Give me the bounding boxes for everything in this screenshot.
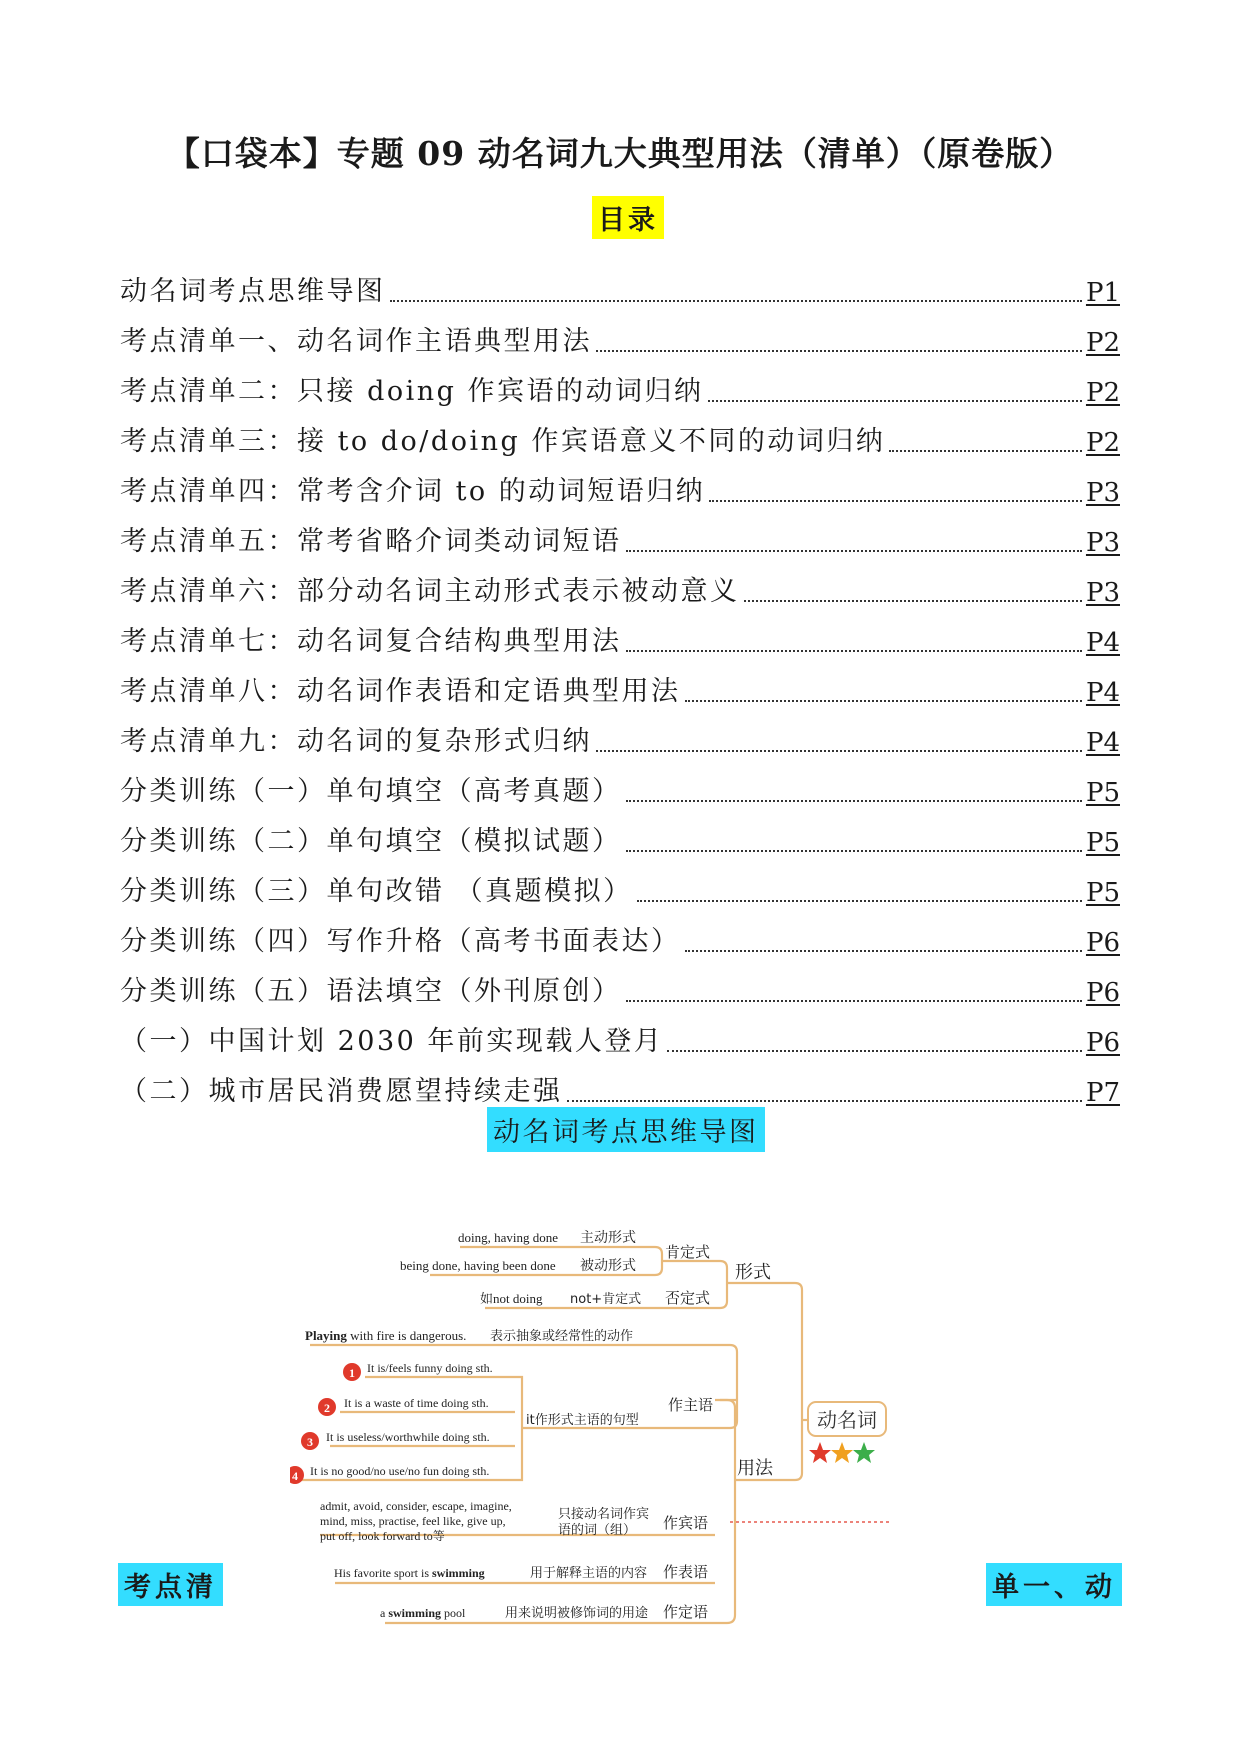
toc-leader [626,549,1082,552]
passive-form-label: 被动形式 [580,1258,636,1274]
predicative-desc: 用于解释主语的内容 [530,1566,648,1581]
attributive-example [380,1606,466,1620]
toc-item-label: 分类训练（五）语法填空（外刊原创） [120,976,622,1007]
badge-2-num: 2 [324,1401,330,1415]
toc-item-label: 分类训练（一）单句填空（高考真题） [120,776,622,807]
toc-item-page[interactable]: P2 [1085,378,1120,408]
negative-label: 否定式 [665,1289,711,1307]
toc-item-page[interactable]: P4 [1085,628,1120,658]
section-tab-right: 单一、动 [986,1563,1122,1606]
toc-item[interactable] [120,408,1120,458]
toc-item-page[interactable]: P6 [1085,928,1120,958]
toc-item-page[interactable]: P4 [1085,728,1120,758]
toc-item-label: 分类训练（三）单句改错 （真题模拟） [120,876,633,907]
toc-item-page[interactable]: P6 [1085,978,1120,1008]
table-of-contents [120,258,1120,1108]
toc-leader [567,1099,1082,1102]
toc-item[interactable] [120,508,1120,558]
toc-item-page[interactable]: P2 [1085,428,1120,458]
toc-leader [744,599,1082,602]
toc-heading: 目录 [592,196,664,239]
toc-item-label: 考点清单九：动名词的复杂形式归纳 [120,726,592,757]
toc-item-page[interactable]: P1 [1085,278,1120,308]
subject-example [305,1328,466,1343]
section-tab-left: 考点清 [118,1563,223,1606]
object-desc-line-2: 语的词（组） [558,1523,637,1538]
toc-item[interactable] [120,808,1120,858]
toc-leader [626,649,1082,652]
attributive-example-bold: swimming [388,1606,441,1620]
toc-leader [596,749,1082,752]
toc-item-page[interactable]: P5 [1085,778,1120,808]
toc-item-label: 考点清单八：动名词作表语和定语典型用法 [120,676,681,707]
toc-item-label: 考点清单四：常考含介词 to 的动词短语归纳 [120,476,706,507]
toc-item-page[interactable]: P5 [1085,878,1120,908]
predicative-example-plain: His favorite sport is [334,1566,432,1580]
toc-leader [637,899,1082,902]
attributive-example-rest: pool [441,1606,466,1620]
toc-item[interactable] [120,608,1120,658]
object-desc-line-1: 只接动名词作宾 [558,1507,650,1522]
toc-item-label: 动名词考点思维导图 [120,276,386,307]
toc-item-label: 分类训练（四）写作升格（高考书面表达） [120,926,681,957]
star-rating [809,1442,875,1463]
toc-leader [889,449,1082,452]
subject-example-bold: Playing [305,1328,347,1343]
object-verbs-line-2: mind, miss, practise, feel like, give up, [320,1514,506,1528]
subject-example-rest: with fire is dangerous. [346,1328,467,1343]
toc-item-label: 分类训练（二）单句填空（模拟试题） [120,826,622,857]
toc-leader [667,1049,1082,1052]
star-icon [853,1442,875,1463]
toc-item[interactable] [120,908,1120,958]
affirmative-label: 肯定式 [665,1243,711,1261]
toc-item[interactable] [120,458,1120,508]
toc-item-page[interactable]: P7 [1085,1078,1120,1108]
toc-item[interactable] [120,658,1120,708]
toc-item[interactable] [120,558,1120,608]
usage-label: 用法 [737,1458,773,1479]
toc-item-label: 考点清单七：动名词复合结构典型用法 [120,626,622,657]
passive-form-example: being done, having been done [400,1258,556,1273]
toc-leader [709,499,1082,502]
toc-item-page[interactable]: P3 [1085,478,1120,508]
toc-leader [390,299,1082,302]
toc-item-label: （一）中国计划 2030 年前实现载人登月 [120,1026,664,1057]
object-verbs-line-3: put off, look forward to等 [320,1529,445,1543]
toc-leader [626,849,1082,852]
toc-item[interactable] [120,958,1120,1008]
as-object-label: 作宾语 [663,1514,709,1532]
it-example-1: It is/feels funny doing sth. [367,1361,493,1375]
badge-4-num: 4 [292,1469,298,1483]
toc-item-label: 考点清单六：部分动名词主动形式表示被动意义 [120,576,740,607]
abstract-desc: 表示抽象或经常性的动作 [490,1329,634,1344]
root-node-label: 动名词 [817,1408,877,1432]
active-form-label: 主动形式 [580,1230,636,1246]
toc-item-page[interactable]: P3 [1085,528,1120,558]
toc-item[interactable] [120,1058,1120,1108]
toc-item-label: 考点清单二：只接 doing 作宾语的动词归纳 [120,376,704,407]
active-form-example: doing, having done [458,1230,559,1245]
as-subject-label: 作主语 [668,1396,714,1414]
toc-leader [596,349,1082,352]
toc-leader [685,699,1082,702]
form-label: 形式 [735,1262,771,1283]
star-icon [831,1442,853,1463]
toc-item[interactable] [120,358,1120,408]
negative-example: 如not doing [480,1291,543,1306]
it-example-4: It is no good/no use/no fun doing sth. [310,1464,490,1478]
attributive-example-plain: a [380,1606,389,1620]
badge-3-num: 3 [307,1435,313,1449]
it-pattern-label: it作形式主语的句型 [526,1413,639,1428]
toc-item[interactable] [120,858,1120,908]
toc-item-label: 考点清单五：常考省略介词类动词短语 [120,526,622,557]
toc-item-page[interactable]: P4 [1085,678,1120,708]
badge-1-num: 1 [349,1366,355,1380]
toc-item[interactable] [120,758,1120,808]
toc-item-page[interactable]: P2 [1085,328,1120,358]
toc-item[interactable] [120,1008,1120,1058]
star-icon [809,1442,831,1463]
as-predicative-label: 作表语 [663,1563,709,1581]
page-title: 【口袋本】专题 09 动名词九大典型用法（清单）（原卷版） [166,134,1074,173]
it-example-3: It is useless/worthwhile doing sth. [326,1430,490,1444]
toc-item-label: 考点清单三：接 to do/doing 作宾语意义不同的动词归纳 [120,426,886,457]
toc-item-label: 考点清单一、动名词作主语典型用法 [120,326,592,357]
predicative-example [334,1566,485,1580]
toc-item-label: （二）城市居民消费愿望持续走强 [120,1076,563,1107]
mindmap-heading: 动名词考点思维导图 [487,1107,765,1152]
toc-leader [626,999,1082,1002]
mindmap-diagram [290,1210,970,1680]
toc-item-page[interactable]: P3 [1085,578,1120,608]
toc-item-page[interactable]: P5 [1085,828,1120,858]
toc-leader [626,799,1082,802]
attributive-desc: 用来说明被修饰词的用途 [505,1606,649,1621]
toc-item[interactable] [120,708,1120,758]
as-attributive-label: 作定语 [663,1603,709,1621]
toc-item[interactable] [120,258,1120,308]
predicative-example-bold: swimming [432,1566,485,1580]
negative-desc: not+肯定式 [570,1292,642,1307]
toc-item-page[interactable]: P6 [1085,1028,1120,1058]
toc-leader [685,949,1082,952]
toc-leader [708,399,1082,402]
it-example-2: It is a waste of time doing sth. [344,1396,489,1410]
object-verbs-line-1: admit, avoid, consider, escape, imagine, [320,1499,512,1513]
toc-item[interactable] [120,308,1120,358]
